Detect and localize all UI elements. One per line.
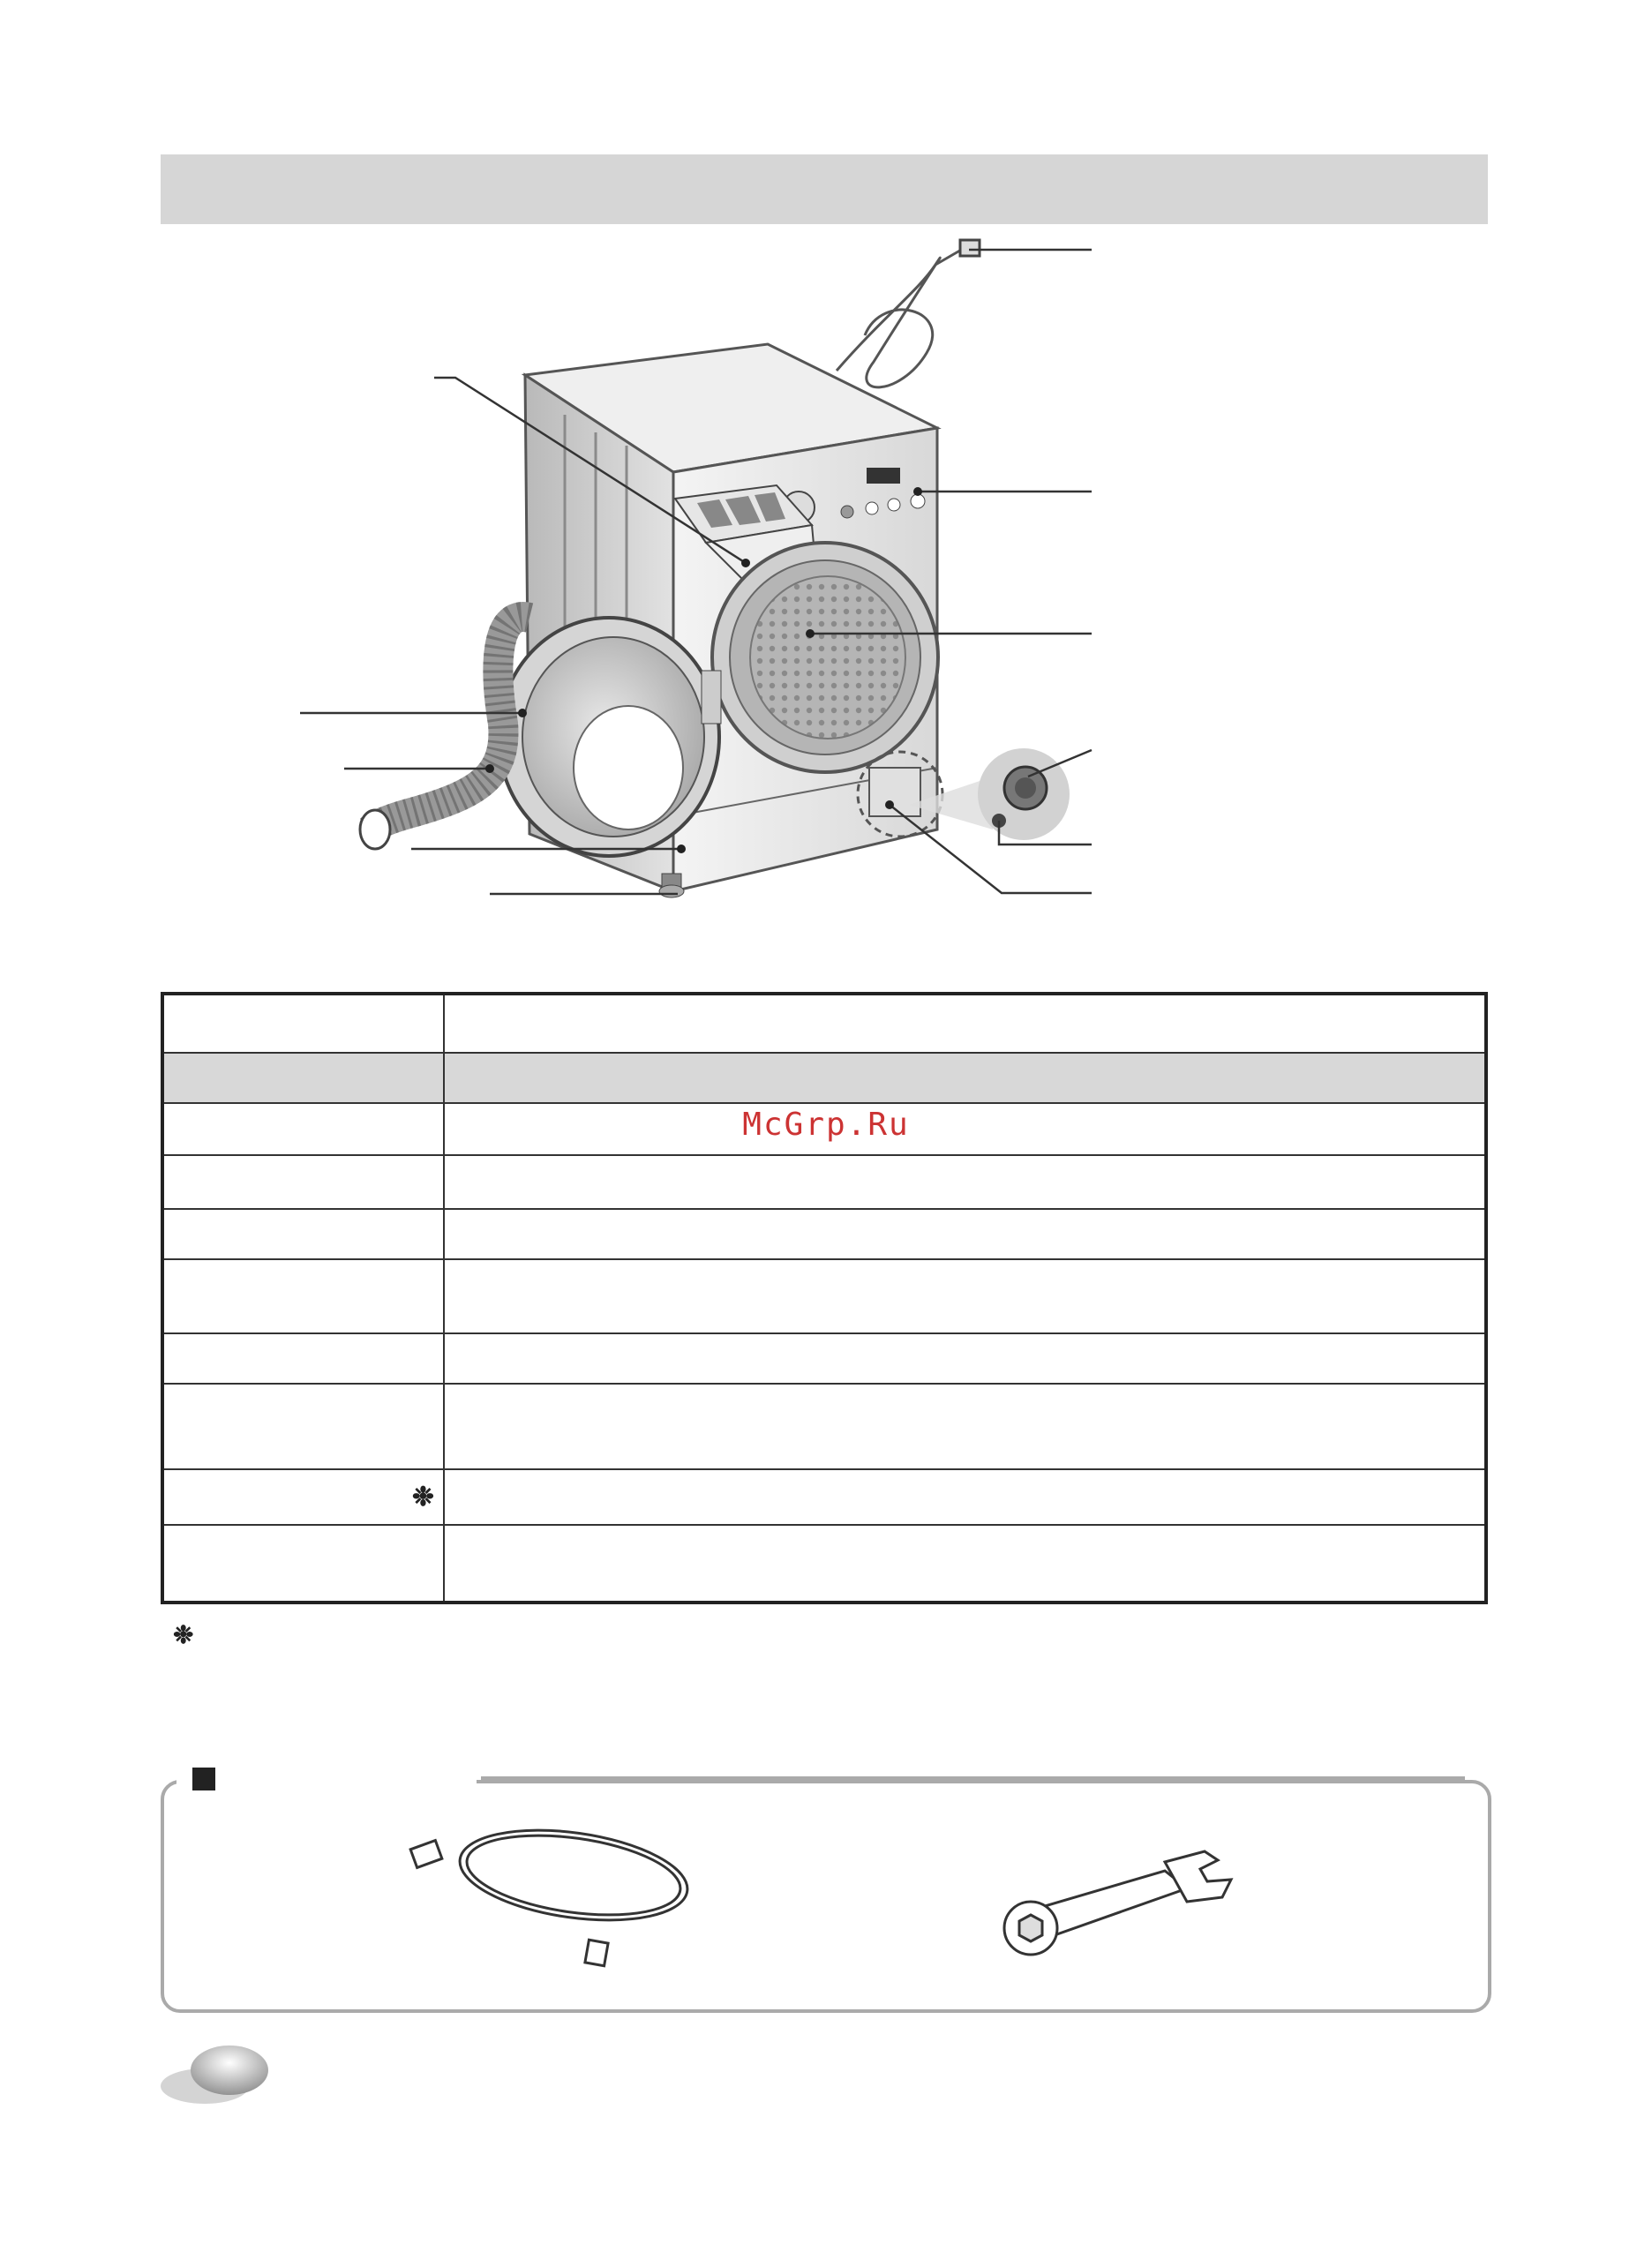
table-label-cell [162, 1469, 444, 1525]
table-row [162, 994, 1486, 1053]
table-value-cell [444, 1209, 1486, 1259]
table-value-cell [444, 994, 1486, 1053]
specification-table [161, 992, 1488, 1604]
table-row [162, 1155, 1486, 1209]
table-value-cell [444, 1525, 1486, 1603]
inlet-hose-icon [410, 1817, 693, 1965]
table-row [162, 1333, 1486, 1384]
watermark: McGrp.Ru [742, 1107, 910, 1143]
table-row [162, 1259, 1486, 1332]
table-label-cell [162, 1259, 444, 1332]
table-value-cell [444, 1053, 1486, 1103]
table-label-cell [162, 1155, 444, 1209]
accessories-illustrations [0, 1765, 1652, 2012]
table-row [162, 1053, 1486, 1103]
table-value-cell [444, 1259, 1486, 1332]
table-value-cell [444, 1469, 1486, 1525]
page-number-badge [161, 2044, 284, 2106]
table-label-cell [162, 1333, 444, 1384]
drum [712, 543, 938, 772]
table-label-cell [162, 1209, 444, 1259]
table-row [162, 1384, 1486, 1470]
door [499, 618, 721, 856]
table-label-cell [162, 1525, 444, 1603]
table-value-cell [444, 1333, 1486, 1384]
table-value-cell [444, 1155, 1486, 1209]
washer-diagram [0, 0, 1652, 971]
drain-hose [360, 617, 529, 849]
spanner-icon [1004, 1851, 1231, 1955]
table-label-cell [162, 994, 444, 1053]
table-row [162, 1209, 1486, 1259]
power-cord [837, 240, 980, 387]
table-label-cell [162, 1384, 444, 1470]
table-row [162, 1525, 1486, 1603]
table-value-cell [444, 1384, 1486, 1470]
footnote-marker: ❉ [173, 1621, 194, 1648]
asterisk-mark: ❉ [411, 1482, 434, 1512]
table-row [162, 1469, 1486, 1525]
table-label-cell [162, 1053, 444, 1103]
